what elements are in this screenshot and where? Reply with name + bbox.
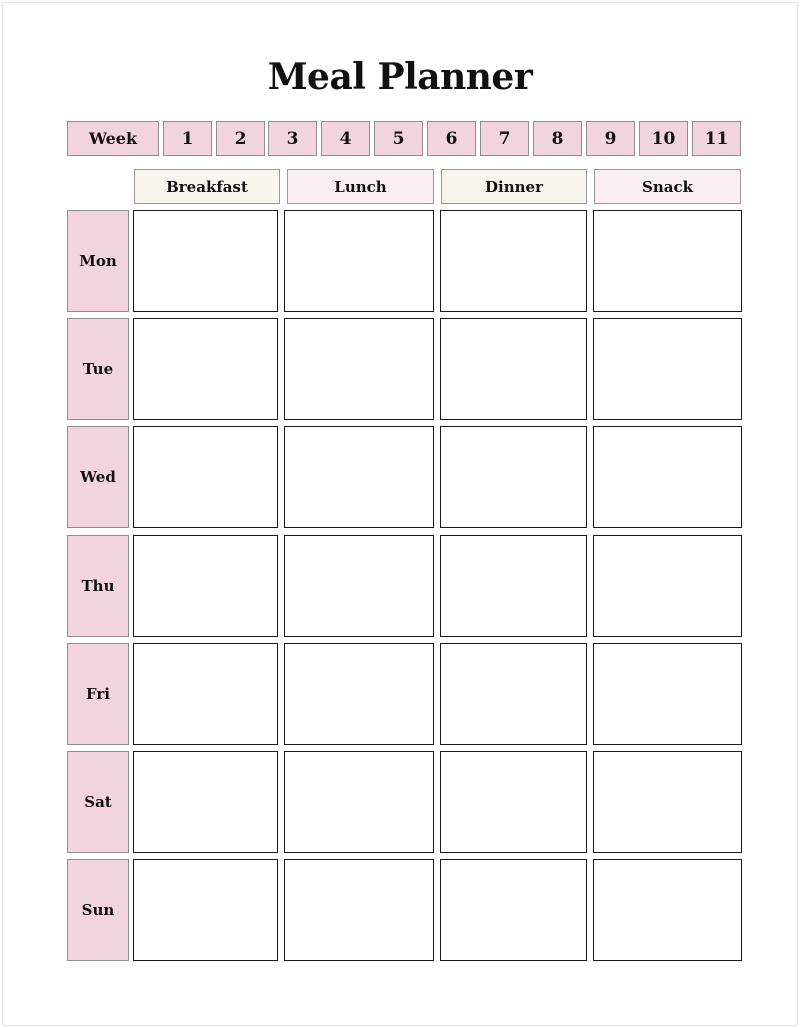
meal-cell-sun-lunch[interactable]	[284, 859, 434, 961]
meal-cell-sun-breakfast[interactable]	[133, 859, 278, 961]
day-label-sun: Sun	[67, 859, 129, 961]
meal-cell-mon-snack[interactable]	[593, 210, 742, 312]
meal-header-snack: Snack	[594, 169, 741, 204]
meal-header-breakfast: Breakfast	[134, 169, 280, 204]
meal-cell-mon-breakfast[interactable]	[133, 210, 278, 312]
week-2-button[interactable]: 2	[216, 121, 265, 156]
week-10-button[interactable]: 10	[639, 121, 688, 156]
week-1-button[interactable]: 1	[163, 121, 212, 156]
day-label-wed: Wed	[67, 426, 129, 528]
meal-header-dinner: Dinner	[441, 169, 587, 204]
meal-header-lunch: Lunch	[287, 169, 434, 204]
day-label-tue: Tue	[67, 318, 129, 420]
week-6-button[interactable]: 6	[427, 121, 476, 156]
meal-cell-mon-lunch[interactable]	[284, 210, 434, 312]
meal-cell-fri-dinner[interactable]	[440, 643, 587, 745]
meal-cell-wed-breakfast[interactable]	[133, 426, 278, 528]
meal-cell-fri-snack[interactable]	[593, 643, 742, 745]
meal-cell-tue-snack[interactable]	[593, 318, 742, 420]
meal-cell-sat-snack[interactable]	[593, 751, 742, 853]
meal-cell-sat-breakfast[interactable]	[133, 751, 278, 853]
meal-cell-sat-dinner[interactable]	[440, 751, 587, 853]
week-4-button[interactable]: 4	[321, 121, 370, 156]
meal-cell-tue-lunch[interactable]	[284, 318, 434, 420]
meal-cell-sun-snack[interactable]	[593, 859, 742, 961]
day-label-fri: Fri	[67, 643, 129, 745]
week-label: Week	[67, 121, 159, 156]
day-label-thu: Thu	[67, 535, 129, 637]
week-8-button[interactable]: 8	[533, 121, 582, 156]
meal-cell-wed-lunch[interactable]	[284, 426, 434, 528]
day-label-mon: Mon	[67, 210, 129, 312]
meal-cell-thu-dinner[interactable]	[440, 535, 587, 637]
meal-cell-sat-lunch[interactable]	[284, 751, 434, 853]
meal-cell-tue-dinner[interactable]	[440, 318, 587, 420]
page-title: Meal Planner	[267, 56, 533, 98]
meal-cell-sun-dinner[interactable]	[440, 859, 587, 961]
meal-cell-tue-breakfast[interactable]	[133, 318, 278, 420]
meal-cell-fri-lunch[interactable]	[284, 643, 434, 745]
meal-cell-thu-breakfast[interactable]	[133, 535, 278, 637]
meal-cell-wed-snack[interactable]	[593, 426, 742, 528]
meal-cell-wed-dinner[interactable]	[440, 426, 587, 528]
week-7-button[interactable]: 7	[480, 121, 529, 156]
week-11-button[interactable]: 11	[692, 121, 741, 156]
week-9-button[interactable]: 9	[586, 121, 635, 156]
meal-cell-thu-snack[interactable]	[593, 535, 742, 637]
meal-cell-thu-lunch[interactable]	[284, 535, 434, 637]
meal-cell-mon-dinner[interactable]	[440, 210, 587, 312]
day-label-sat: Sat	[67, 751, 129, 853]
week-5-button[interactable]: 5	[374, 121, 423, 156]
week-3-button[interactable]: 3	[268, 121, 317, 156]
meal-cell-fri-breakfast[interactable]	[133, 643, 278, 745]
